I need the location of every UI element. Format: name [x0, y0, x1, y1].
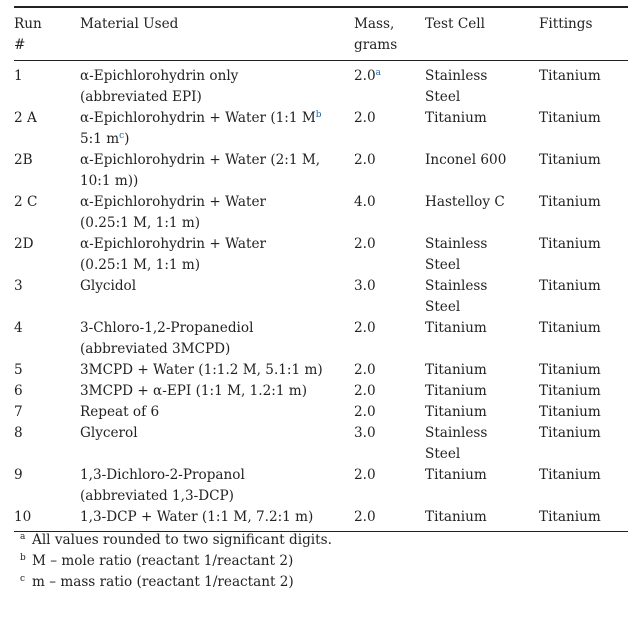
table-row: [14, 108, 628, 150]
table-row: [14, 234, 628, 276]
cell-line: Stainless: [425, 235, 488, 252]
materials-table-body: [14, 61, 628, 531]
cell-run: 4: [14, 319, 23, 336]
cell-test-cell: Titanium: [425, 109, 487, 126]
cell-material: 3MCPD + α-EPI (1:1 M, 1.2:1 m): [80, 382, 308, 399]
cell-material: Glycerol: [80, 424, 138, 441]
header-test-cell: Test Cell: [425, 15, 485, 32]
cell-mass: 2.0: [354, 109, 376, 126]
cell-fittings: Titanium: [539, 424, 601, 441]
cell-test-cell: Titanium: [425, 382, 487, 399]
header-row: [14, 8, 628, 60]
material-line: 10:1 m)): [80, 172, 139, 189]
cell-test-cell: Titanium: [425, 361, 487, 378]
cell-material: [80, 150, 354, 192]
cell-run: 7: [14, 403, 23, 420]
material-line: (0.25:1 M, 1:1 m): [80, 214, 201, 231]
material-line: 1,3-Dichloro-2-Propanol: [80, 466, 245, 483]
cell-run: 2D: [14, 235, 34, 252]
cell-fittings: Titanium: [539, 109, 601, 126]
table-row: [14, 381, 628, 402]
footnote-text: All values rounded to two significant digits.: [32, 532, 332, 548]
material-line-end: ): [124, 130, 130, 147]
header-mass: [354, 8, 425, 60]
table-row: [14, 423, 628, 465]
header-run-label: Run #: [14, 15, 42, 53]
cell-fittings: Titanium: [539, 361, 601, 378]
cell-line: Stainless: [425, 67, 488, 84]
cell-material: 1,3-DCP + Water (1:1 M, 7.2:1 m): [80, 508, 314, 525]
cell-mass: 2.0: [354, 382, 376, 399]
cell-run: 2 A: [14, 109, 37, 126]
material-line: (abbreviated 1,3-DCP): [80, 487, 234, 504]
material-line: α-Epichlorohydrin + Water (1:1 M: [80, 109, 316, 126]
cell-test-cell: Inconel 600: [425, 151, 507, 168]
material-line: (abbreviated 3MCPD): [80, 340, 231, 357]
table-row: [14, 402, 628, 423]
cell-mass: 2.0: [354, 403, 376, 420]
cell-run: 10: [14, 508, 32, 525]
cell-fittings: Titanium: [539, 403, 601, 420]
cell-line: Steel: [425, 256, 461, 273]
footnote-text: m – mass ratio (reactant 1/reactant 2): [32, 574, 294, 590]
cell-test-cell: [425, 276, 539, 318]
cell-test-cell: Titanium: [425, 466, 487, 483]
material-line: 5:1 m: [80, 130, 120, 147]
footnote: c m – mass ratio (reactant 1/reactant 2): [20, 574, 294, 590]
cell-material: 3MCPD + Water (1:1.2 M, 5.1:1 m): [80, 361, 323, 378]
cell-fittings: Titanium: [539, 382, 601, 399]
footnotes: [14, 530, 628, 593]
cell-fittings: Titanium: [539, 67, 601, 84]
header-run: [14, 8, 80, 60]
cell-mass: 3.0: [354, 277, 376, 294]
cell-mass: 2.0: [354, 319, 376, 336]
material-line: α-Epichlorohydrin only: [80, 67, 239, 84]
cell-run: 3: [14, 277, 23, 294]
footnote: b M – mole ratio (reactant 1/reactant 2): [20, 553, 294, 569]
cell-fittings: Titanium: [539, 235, 601, 252]
material-line: α-Epichlorohydrin + Water (2:1 M,: [80, 151, 321, 168]
material-line: (0.25:1 M, 1:1 m): [80, 256, 201, 273]
table-row: [14, 150, 628, 192]
cell-run: 6: [14, 382, 23, 399]
cell-line: Steel: [425, 445, 461, 462]
cell-mass: 2.0: [354, 508, 376, 525]
cell-test-cell: [425, 423, 539, 465]
cell-run: 2 C: [14, 193, 38, 210]
header-material: Material Used: [80, 15, 179, 32]
table-row: [14, 507, 628, 531]
cell-mass: 2.0: [354, 466, 376, 483]
table-row: [14, 61, 628, 108]
cell-line: Stainless: [425, 277, 488, 294]
cell-run: 1: [14, 67, 23, 84]
header-fittings: Fittings: [539, 15, 593, 32]
cell-mass: [354, 61, 425, 108]
cell-material: Glycidol: [80, 277, 137, 294]
cell-mass: 2.0: [354, 361, 376, 378]
cell-material: [80, 61, 354, 108]
cell-mass: 4.0: [354, 193, 376, 210]
cell-material: [80, 234, 354, 276]
material-line: α-Epichlorohydrin + Water: [80, 235, 266, 252]
cell-fittings: Titanium: [539, 151, 601, 168]
cell-test-cell: Titanium: [425, 403, 487, 420]
cell-run: 5: [14, 361, 23, 378]
materials-table-container: [14, 6, 628, 532]
cell-fittings: Titanium: [539, 508, 601, 525]
mass-value: 2.0: [354, 67, 376, 84]
cell-material: [80, 192, 354, 234]
table-row: [14, 192, 628, 234]
cell-line: Stainless: [425, 424, 488, 441]
cell-test-cell: Titanium: [425, 319, 487, 336]
cell-test-cell: Titanium: [425, 508, 487, 525]
cell-fittings: Titanium: [539, 193, 601, 210]
cell-material: [80, 318, 354, 360]
material-line: 3-Chloro-1,2-Propanediol: [80, 319, 254, 336]
cell-mass: 3.0: [354, 424, 376, 441]
materials-table: [14, 8, 628, 60]
cell-fittings: Titanium: [539, 466, 601, 483]
table-row: [14, 465, 628, 507]
cell-material: Repeat of 6: [80, 403, 160, 420]
cell-test-cell: [425, 61, 539, 108]
cell-test-cell: [425, 234, 539, 276]
footnote: a All values rounded to two significant digits.: [20, 532, 332, 548]
cell-test-cell: Hastelloy C: [425, 193, 505, 210]
table-row: [14, 360, 628, 381]
material-line: (abbreviated EPI): [80, 88, 202, 105]
cell-run: 8: [14, 424, 23, 441]
material-line: α-Epichlorohydrin + Water: [80, 193, 266, 210]
table-row: [14, 276, 628, 318]
cell-material: [80, 108, 354, 150]
cell-line: Steel: [425, 298, 461, 315]
cell-fittings: Titanium: [539, 319, 601, 336]
footnote-ref: a: [375, 67, 381, 78]
cell-line: Steel: [425, 88, 461, 105]
cell-run: 2B: [14, 151, 33, 168]
cell-run: 9: [14, 466, 23, 483]
cell-fittings: Titanium: [539, 277, 601, 294]
table-row: [14, 318, 628, 360]
cell-material: [80, 465, 354, 507]
footnote-text: M – mole ratio (reactant 1/reactant 2): [32, 553, 294, 569]
footnote-ref: b: [315, 109, 322, 120]
cell-mass: 2.0: [354, 151, 376, 168]
header-mass-label: Mass, grams: [354, 15, 398, 53]
footnote-ref: c: [119, 130, 125, 141]
cell-mass: 2.0: [354, 235, 376, 252]
